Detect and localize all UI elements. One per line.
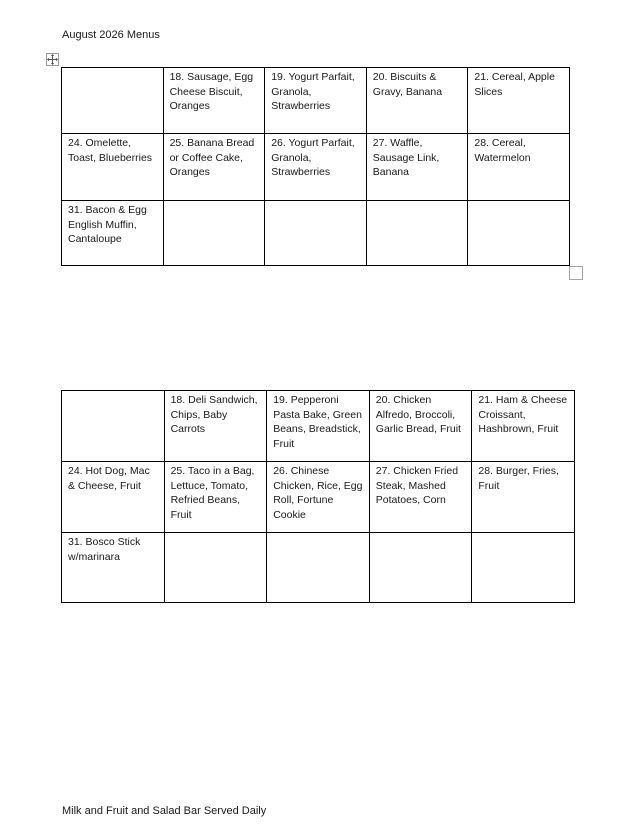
menu-cell[interactable]: 20. Chicken Alfredo, Broccoli, Garlic Bread, Fruit [369,391,472,462]
table-row [62,134,570,201]
menu-cell[interactable]: 21. Ham & Cheese Croissant, Hashbrown, Fruit [472,391,575,462]
menu-cell[interactable]: 18. Deli Sandwich, Chips, Baby Carrots [164,391,267,462]
menu-cell[interactable]: 21. Cereal, Apple Slices [468,68,570,134]
menu-cell[interactable] [468,201,570,266]
menu-cell[interactable] [267,533,370,603]
menu-cell[interactable]: 18. Sausage, Egg Cheese Biscuit, Oranges [163,68,265,134]
table-row [62,68,570,134]
menu-cell[interactable] [164,533,267,603]
table-row [62,533,575,603]
menu-cell[interactable]: 19. Pepperoni Pasta Bake, Green Beans, Breadstick, Fruit [267,391,370,462]
table-move-handle-icon[interactable] [46,53,59,66]
menu-cell[interactable]: 24. Hot Dog, Mac & Cheese, Fruit [62,462,165,533]
lunch-menu-table [61,390,575,603]
breakfast-menu-table [61,67,570,266]
menu-cell[interactable]: 26. Yogurt Parfait, Granola, Strawberries [265,134,367,201]
menu-cell[interactable] [472,533,575,603]
menu-cell[interactable]: 26. Chinese Chicken, Rice, Egg Roll, Fortune Cookie [267,462,370,533]
menu-cell[interactable]: 31. Bacon & Egg English Muffin, Cantaloupe [62,201,164,266]
menu-cell[interactable]: 28. Burger, Fries, Fruit [472,462,575,533]
menu-cell[interactable]: 31. Bosco Stick w/marinara [62,533,165,603]
menu-cell[interactable] [366,201,468,266]
menu-cell[interactable]: 25. Banana Bread or Coffee Cake, Oranges [163,134,265,201]
menu-cell[interactable] [369,533,472,603]
menu-cell[interactable] [62,391,165,462]
page-title: August 2026 Menus [62,29,160,41]
menu-cell[interactable]: 20. Biscuits & Gravy, Banana [366,68,468,134]
menu-cell[interactable] [265,201,367,266]
menu-cell[interactable]: 19. Yogurt Parfait, Granola, Strawberries [265,68,367,134]
table-resize-handle-icon[interactable] [569,266,583,280]
menu-cell[interactable] [62,68,164,134]
menu-cell[interactable]: 25. Taco in a Bag, Lettuce, Tomato, Refried Beans, Fruit [164,462,267,533]
table-row [62,462,575,533]
menu-cell[interactable] [163,201,265,266]
table-row [62,201,570,266]
menu-cell[interactable]: 24. Omelette, Toast, Blueberries [62,134,164,201]
menu-cell[interactable]: 27. Waffle, Sausage Link, Banana [366,134,468,201]
footer-note: Milk and Fruit and Salad Bar Served Daily [62,805,267,817]
menu-cell[interactable]: 27. Chicken Fried Steak, Mashed Potatoes, Corn [369,462,472,533]
table-row [62,391,575,462]
menu-cell[interactable]: 28. Cereal, Watermelon [468,134,570,201]
